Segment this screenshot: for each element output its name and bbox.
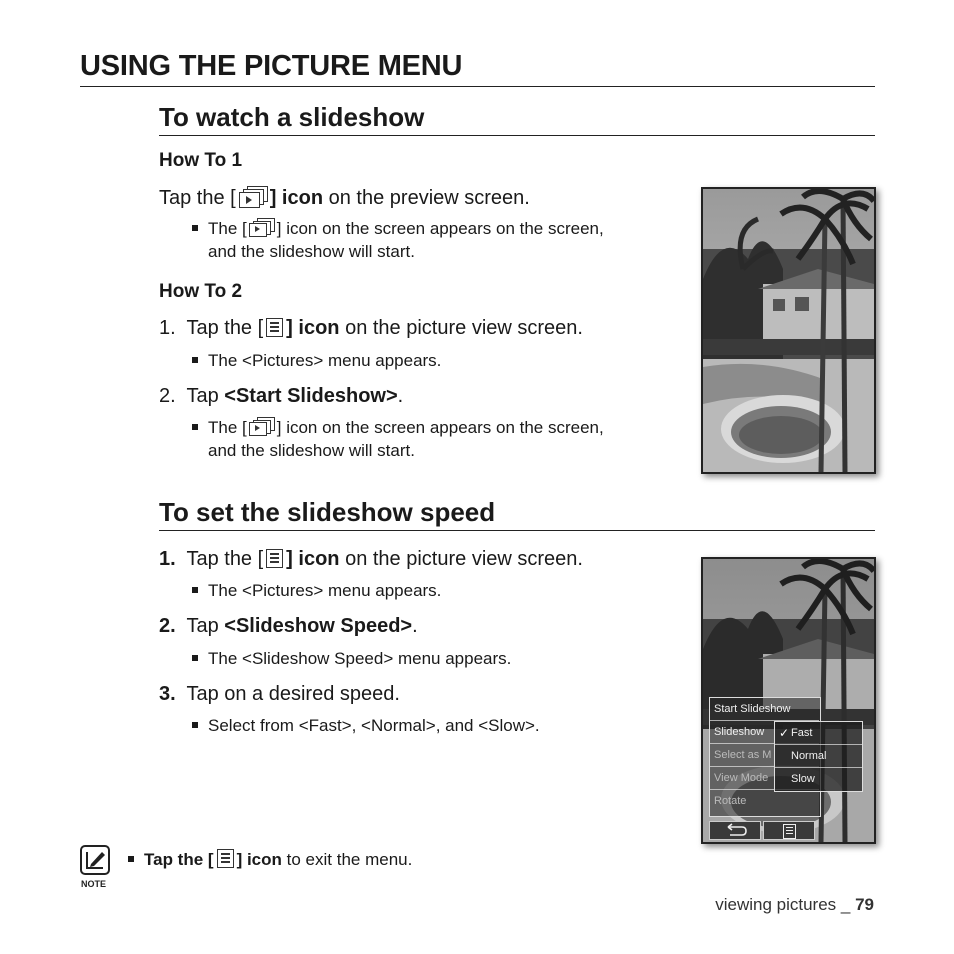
bullet-marker <box>192 357 198 363</box>
bullet-marker <box>192 655 198 661</box>
slideshow-icon <box>249 218 275 237</box>
menu-item-view-mode[interactable]: View Mode <box>710 767 819 790</box>
check-icon: ✓ <box>779 726 790 740</box>
device-screen-menu <box>701 557 876 844</box>
device-screen-preview <box>701 187 876 474</box>
menu-button[interactable] <box>763 821 815 840</box>
section-heading-slideshow-speed: To set the slideshow speed <box>159 497 496 527</box>
speed-step1: 1. Tap the [ ] icon on the picture view screen. <box>159 548 583 570</box>
howto2-step1-bullet: The <Pictures> menu appears. <box>208 349 441 372</box>
howto2-heading: How To 2 <box>159 281 243 302</box>
menu-item-slideshow-speed[interactable]: Slideshow <box>710 721 819 744</box>
menu-icon <box>266 549 283 568</box>
note-icon <box>80 845 110 875</box>
section-rule <box>159 530 875 531</box>
submenu-item-slow[interactable]: Slow <box>791 773 815 785</box>
title-rule <box>80 86 875 87</box>
howto1-heading: How To 1 <box>159 150 243 171</box>
menu-item-rotate[interactable]: Rotate <box>714 795 747 807</box>
howto2-step1: 1. Tap the [ ] icon on the picture view screen. <box>159 317 583 339</box>
speed-step3: 3. Tap on a desired speed. <box>159 683 400 705</box>
back-arrow-icon <box>710 822 760 839</box>
bullet-marker <box>192 225 198 231</box>
speed-step3-bullet: Select from <Fast>, <Normal>, and <Slow>. <box>208 714 540 737</box>
speed-step2-bullet: The <Slideshow Speed> menu appears. <box>208 647 511 670</box>
page-footer: viewing pictures _ 79 <box>715 895 874 914</box>
menu-icon <box>217 849 234 868</box>
slideshow-icon <box>238 186 268 208</box>
bullet-marker <box>192 424 198 430</box>
menu-item-select-as[interactable]: Select as M <box>710 744 819 767</box>
pencil-icon <box>82 847 108 873</box>
howto1-bullet: The [ ] icon on the screen appears on the screen, and the slideshow will start. <box>208 217 678 263</box>
note-label: NOTE <box>81 879 107 889</box>
section-heading-watch-slideshow: To watch a slideshow <box>159 102 425 132</box>
speed-step2: 2. Tap <Slideshow Speed>. <box>159 615 418 637</box>
note-text: Tap the [ ] icon to exit the menu. <box>144 848 412 871</box>
bullet-marker <box>192 722 198 728</box>
back-button[interactable] <box>709 821 761 840</box>
page-title: USING THE PICTURE MENU <box>80 50 463 82</box>
bullet-marker <box>128 856 134 862</box>
slideshow-icon <box>249 417 275 436</box>
pool-photo <box>703 189 874 472</box>
menu-icon <box>783 824 796 839</box>
howto2-step2: 2. Tap <Start Slideshow>. <box>159 385 404 407</box>
submenu-item-fast[interactable]: Fast <box>775 722 862 745</box>
speed-step1-bullet: The <Pictures> menu appears. <box>208 579 441 602</box>
howto2-step2-bullet: The [ ] icon on the screen appears on the screen, and the slideshow will start. <box>208 416 678 462</box>
menu-icon <box>266 318 283 337</box>
submenu-item-normal[interactable]: Normal <box>775 745 862 768</box>
bullet-marker <box>192 587 198 593</box>
menu-item-start-slideshow[interactable]: Start Slideshow <box>710 698 819 721</box>
howto1-step: Tap the [ ] icon on the preview screen. <box>159 187 530 209</box>
speed-submenu <box>774 721 863 792</box>
section-rule <box>159 135 875 136</box>
